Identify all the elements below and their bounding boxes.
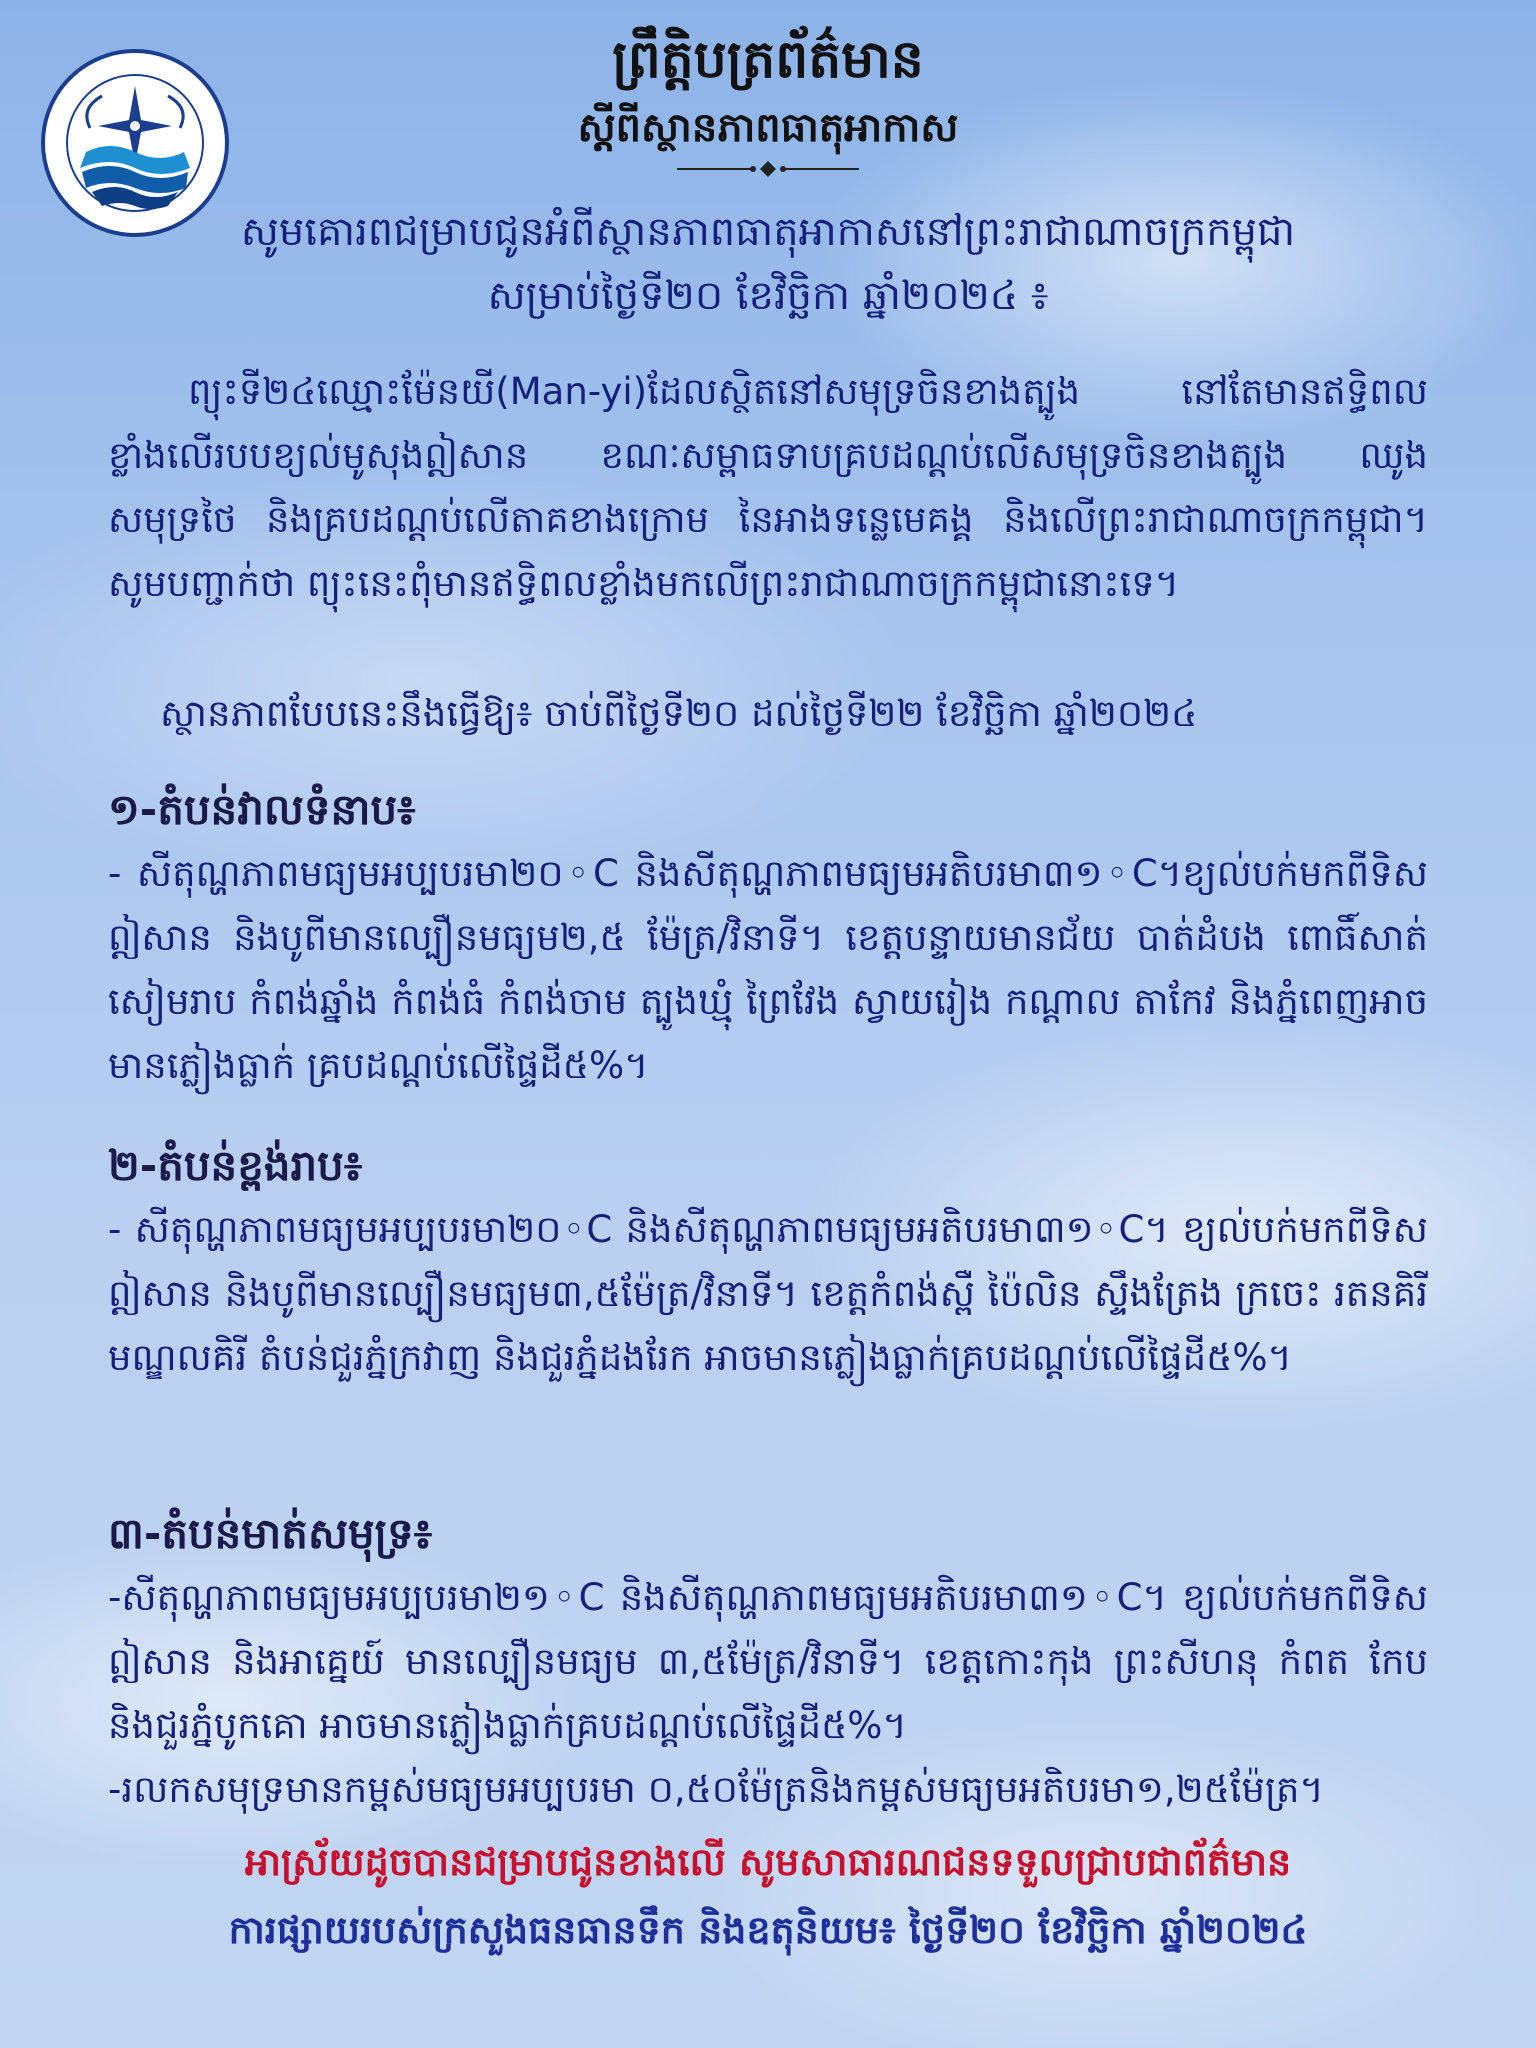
bulletin-subtitle: ស្តីពីស្ថានភាពធាតុអាកាស [577,104,959,151]
intro [120,200,1416,328]
section-paragraph: -រលកសមុទ្រមានកម្ពស់មធ្យមអប្បបរមា ០,៥០ម៉ែត្រនិងកម្ពស់មធ្យមអតិបរមា១,២៥ម៉ែត្រ។ [108,1768,1324,1811]
header [0,22,1536,178]
storm-paragraph: ព្យុះទី២៤ឈ្មោះម៉ែនយី(Man-yi)ដែលស្ថិតនៅសមុទ្រចិនខាងត្បូង នៅតែមានឥទ្ធិពលខ្លាំងលើរបបខ្យល់មូសុងឦសាន ខណៈសម្ពាធទាបគ្របដណ្តប់លើសមុទ្រចិនខាងត្បូង ឈូងសមុទ្រថៃ និងគ្របដណ្តប់លើតាគខាងក្រោម នៃអាងទន្លេមេគង្គ និងលើព្រះរាជាណាចក្រកម្ពុជា។ សូមបញ្ជាក់ថា ព្យុះនេះពុំមានឥទ្ធិពលខ្លាំងមកលើព្រះរាជាណាចក្រកម្ពុជានោះទេ។ [108,370,1428,605]
section-paragraph: -សីតុណ្ហភាពមធ្យមអប្បបរមា២១◦C និងសីតុណ្ហភាពមធ្យមអតិបរមា៣១◦C។ ខ្យល់បក់មកពីទិសឦសាន និងអាគ្នេយ៍ មានល្បឿនមធ្យម ៣,៥ម៉ែត្រ/វិនាទី។ ខេត្តកោះកុង ព្រះសីហនុ កំពត កែប និងជួរភ្នំបូកគោ អាចមានភ្លៀងធ្លាក់គ្របដណ្តប់លើផ្ទៃដី៥%។ [108,1576,1428,1747]
footer-notice: អាស្រ័យដូចបានជម្រាបជូនខាងលើ សូមសាធារណជនទទួលជ្រាបជាព័ត៌មាន [244,1840,1292,1884]
section-title: ១-តំបន់វាលទំនាប៖ [108,785,416,834]
section-lowland [108,778,1428,1098]
section-coastal [108,1502,1428,1822]
period-section [108,682,1428,746]
forecast-period: ស្ថានភាពបែបនេះនឹងធ្វើឱ្យ៖ ចាប់ពីថ្ងៃទី២០ ដល់ថ្ងៃទី២២ ខែវិច្ឆិកា ឆ្នាំ២០២៤ [160,692,1198,735]
bulletin-title: ព្រឹត្តិបត្រព័ត៌មាន [612,29,924,90]
section-paragraph: - សីតុណ្ហភាពមធ្យមអប្បបរមា២០◦C និងសីតុណ្ហភាពមធ្យមអតិបរមា៣១◦C។ ខ្យល់បក់មកពីទិសឦសាន និងបូពីមានល្បឿនមធ្យម៣,៥ម៉ែត្រ/វិនាទី។ ខេត្តកំពង់ស្ពឺ ប៉ៃលិន ស្ទឹងត្រែង ក្រចេះ រតនគិរី មណ្ឌលគិរី តំបន់ជួរភ្នំក្រវាញ និងជួរភ្នំដងរែក អាចមានភ្លៀងធ្លាក់គ្របដណ្តប់លើផ្ទៃដី៥%។ [108,1208,1428,1379]
intro-line-1: សូមគោរពជម្រាបជូនអំពីស្ថានភាពធាតុអាកាសនៅព្រះរាជាណាចក្រកម្ពុជា [240,209,1296,255]
intro-line-2: សម្រាប់ថ្ងៃទី២០ ខែវិច្ឆិកា ឆ្នាំ២០២៤ ៖ [487,273,1049,319]
section-title: ២-តំបន់ខ្ពង់រាប៖ [108,1141,363,1190]
section-paragraph: - សីតុណ្ហភាពមធ្យមអប្បបរមា២០◦C និងសីតុណ្ហភាពមធ្យមអតិបរមា៣១◦C។ខ្យល់បក់មកពីទិសឦសាន និងបូពីមានល្បឿនមធ្យម២,៥ ម៉ែត្រ/វិនាទី។ ខេត្តបន្ទាយមានជ័យ បាត់ដំបង ពោធិ៍សាត់ សៀមរាប កំពង់ឆ្នាំង កំពង់ធំ កំពង់ចាម ត្បូងឃ្មុំ ព្រៃវែង ស្វាយរៀង កណ្តាល តាកែវ និងភ្នំពេញអាចមានភ្លៀងធ្លាក់ គ្របដណ្តប់លើផ្ទៃដី៥%។ [108,852,1428,1087]
footer-credit: ការផ្សាយរបស់ក្រសួងធនធានទឹក និងឧតុនិយម៖ ថ្ងៃទី២០ ខែវិច្ឆិកា ឆ្នាំ២០២៤ [228,1908,1308,1952]
section-title: ៣-តំបន់មាត់សមុទ្រ៖ [108,1509,433,1558]
section-plateau [108,1134,1428,1390]
storm-section [108,360,1428,616]
ornament-divider-icon [673,160,863,178]
